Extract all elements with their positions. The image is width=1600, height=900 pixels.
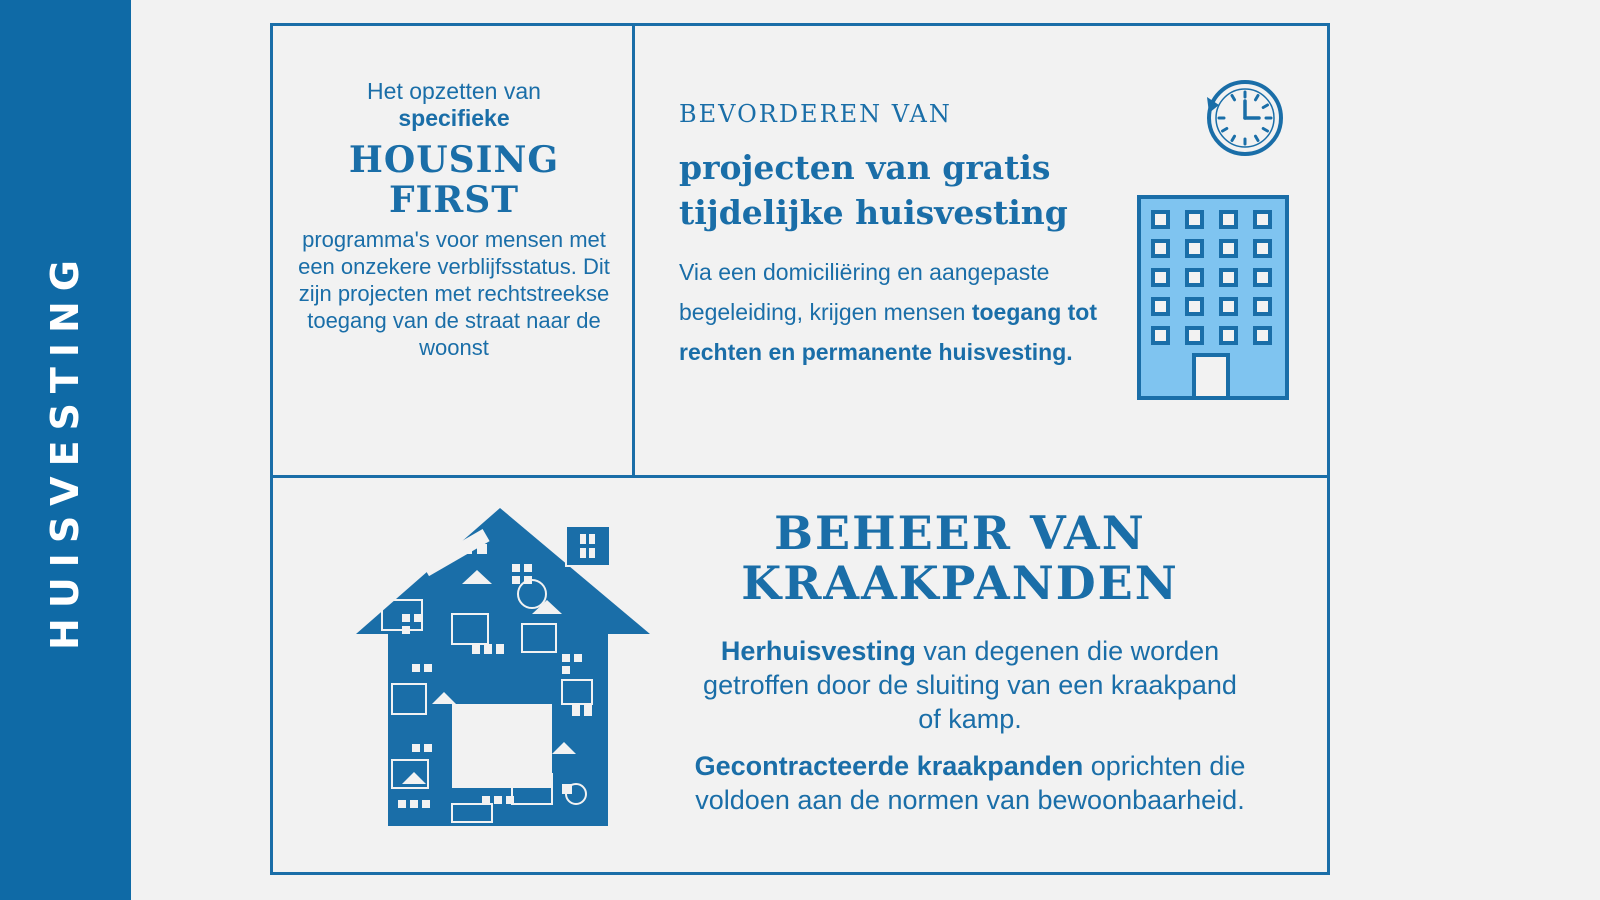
sidebar <box>0 0 131 900</box>
housing-first-intro <box>284 78 624 132</box>
temporary-kicker: BEVORDEREN VAN <box>679 100 952 128</box>
squats-p1-bold: Herhuisvesting <box>720 636 916 666</box>
squats-p2-text: oprichten die voldoen aan de normen van bewoonbaarheid. <box>695 751 1246 815</box>
squats-heading-line-1: BEHEER VAN <box>774 506 1146 560</box>
horizontal-divider <box>270 475 1330 478</box>
housing-first-heading <box>284 140 624 220</box>
squats-paragraph-2 <box>690 749 1250 817</box>
housing-first-card <box>284 78 624 361</box>
intro-bold-text: specifieke <box>398 105 510 131</box>
squats-heading <box>700 508 1220 608</box>
squats-p1-text: van degenen die worden getroffen door de sluiting van een kraakpand of kamp. <box>703 636 1237 734</box>
building-icon <box>1137 195 1289 400</box>
sidebar-title: HUISVESTING <box>43 250 87 650</box>
squats-heading-line-2: KRAAKPANDEN <box>741 556 1179 610</box>
house-collage-icon <box>352 504 656 830</box>
clock-icon <box>1201 75 1287 161</box>
vertical-divider <box>632 23 635 478</box>
temporary-body <box>679 252 1099 372</box>
intro-text: Het opzetten van <box>367 78 541 104</box>
squats-p2-bold: Gecontracteerde kraakpanden <box>694 751 1084 781</box>
squats-paragraph-1 <box>690 634 1250 736</box>
temporary-body-text: Via een domiciliëring en aangepaste begeleiding, krijgen mensen <box>679 259 1050 325</box>
heading-line-1: HOUSING <box>348 139 560 181</box>
housing-first-body: programma's voor mensen met een onzekere verblijfsstatus. Dit zijn projecten met rechtstreekse toegang van de straat naar de woonst <box>298 227 610 360</box>
temporary-body-bold: toegang tot rechten en permanente huisvesting. <box>679 299 1098 365</box>
temporary-heading-line-1: projecten van gratis <box>679 148 1051 187</box>
temporary-heading <box>679 145 1109 235</box>
heading-line-2: FIRST <box>388 179 520 221</box>
temporary-heading-line-2: tijdelijke huisvesting <box>679 193 1068 232</box>
